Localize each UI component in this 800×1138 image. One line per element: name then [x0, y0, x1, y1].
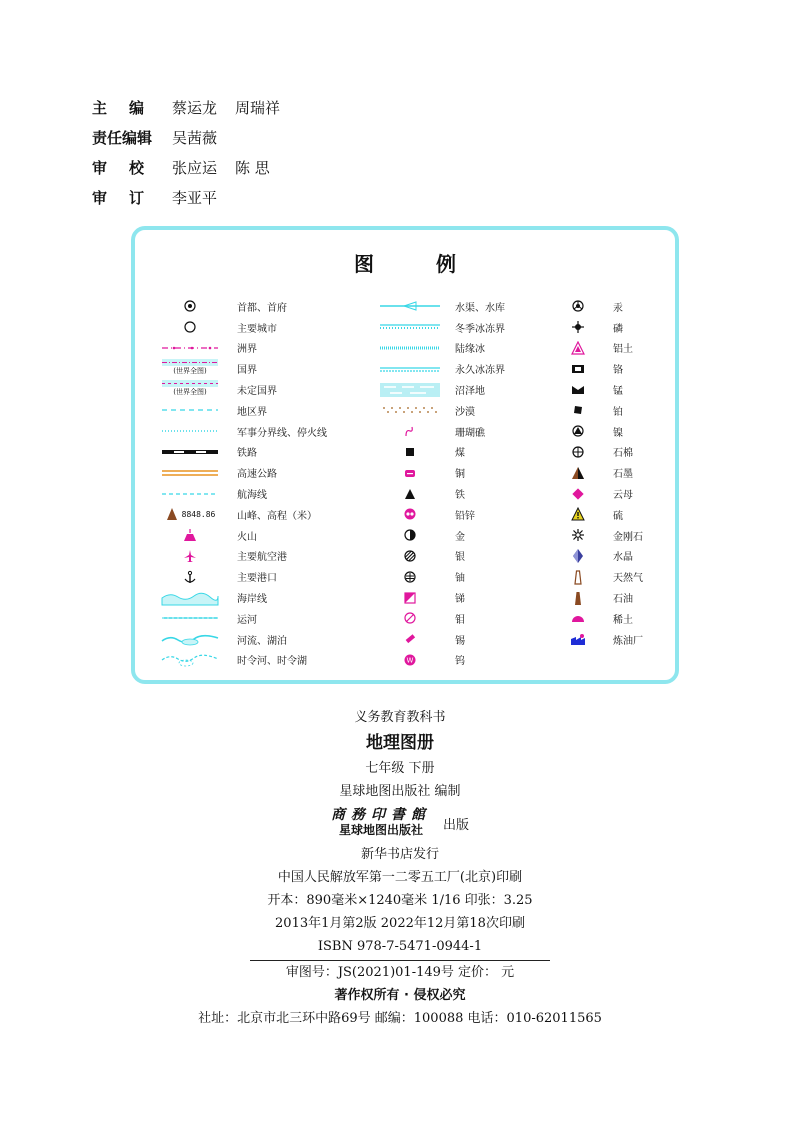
legend-item	[155, 566, 327, 587]
publisher-name: 星球地图出版社	[338, 823, 423, 837]
publish-action: 出版	[442, 817, 469, 833]
expressway-icon	[155, 464, 225, 482]
legend-item	[155, 421, 327, 442]
legend-note: (世界全图)	[173, 387, 207, 396]
uranium-icon	[373, 568, 447, 586]
legend-label: 金刚石	[613, 531, 643, 543]
sulfur-icon	[563, 505, 593, 523]
legend-item	[373, 566, 505, 587]
seasonal-river-icon	[155, 651, 225, 669]
legend-label: 铁	[455, 490, 465, 502]
legend-label: 石墨	[613, 469, 633, 481]
credit-role: 审校	[92, 158, 167, 177]
legend-item	[155, 587, 327, 608]
series-name: 义务教育教科书	[354, 710, 446, 725]
legend-item	[563, 358, 643, 379]
legend-item	[563, 629, 643, 650]
port-icon	[155, 568, 225, 586]
legend-item	[155, 317, 327, 338]
credit-name: 李亚平	[172, 188, 218, 207]
chromium-icon	[563, 360, 593, 378]
legend-item	[155, 338, 327, 359]
airport-icon	[155, 547, 225, 565]
shipping-line-icon	[155, 485, 225, 503]
legend-item	[155, 608, 327, 629]
legend-label: 高速公路	[237, 469, 277, 481]
legend-label: 汞	[613, 302, 623, 314]
legend-label: 钼	[455, 614, 465, 626]
imprint-block	[0, 706, 800, 1030]
legend-item	[155, 442, 327, 463]
legend-item	[373, 483, 505, 504]
legend-label: 首都、首府	[237, 302, 287, 314]
legend-item	[373, 400, 505, 421]
legend-item	[373, 525, 505, 546]
legend-item	[155, 504, 327, 525]
grade-volume: 七年级 下册	[365, 761, 435, 776]
continent-boundary-icon	[155, 339, 225, 357]
oil-icon	[563, 589, 593, 607]
legend-item	[563, 525, 643, 546]
legend-label: 天然气	[613, 573, 643, 585]
legend-label: 铬	[613, 365, 623, 377]
refinery-icon	[563, 630, 593, 648]
credit-row	[92, 152, 280, 182]
review-number: 审图号：JS(2021)01-149号 定价： 元	[285, 965, 515, 980]
legend-label: 主要城市	[237, 323, 277, 335]
legend-item	[563, 400, 643, 421]
platinum-icon	[563, 401, 593, 419]
legend-label: 金	[455, 531, 465, 543]
legend-label: 铂	[613, 406, 623, 418]
natural-gas-icon	[563, 568, 593, 586]
legend-item	[155, 296, 327, 317]
iron-icon	[373, 485, 447, 503]
legend-item	[563, 546, 643, 567]
legend-label: 未定国界	[237, 386, 277, 398]
credit-names	[172, 97, 280, 118]
legend-label: 锑	[455, 594, 465, 606]
legend-item	[373, 504, 505, 525]
diamond-icon	[563, 526, 593, 544]
legend-label: 航海线	[237, 490, 267, 502]
publisher-seal-logo: 商務印書館	[330, 807, 431, 823]
legend-item	[155, 629, 327, 650]
credit-names	[172, 187, 217, 208]
legend-item	[373, 296, 505, 317]
credit-row	[92, 122, 280, 152]
crystal-icon	[563, 547, 593, 565]
peak-icon	[155, 505, 225, 523]
legend-item	[373, 317, 505, 338]
legend-item	[373, 546, 505, 567]
legend-label: 铁路	[237, 448, 257, 460]
legend-label: 河流、湖泊	[237, 635, 287, 647]
lead-zinc-icon	[373, 505, 447, 523]
legend-label: 主要港口	[237, 573, 277, 585]
legend-item	[373, 650, 505, 671]
graphite-icon	[563, 464, 593, 482]
legend-label: 煤	[455, 448, 465, 460]
legend-column-3	[563, 296, 643, 650]
legend-label: 主要航空港	[237, 552, 287, 564]
credit-name: 陈 思	[235, 158, 270, 177]
shelf-ice-icon	[373, 339, 447, 357]
map-legend	[131, 226, 679, 684]
credit-row	[92, 182, 280, 212]
credit-names	[172, 127, 217, 148]
svg-text:W: W	[406, 656, 414, 665]
legend-item	[563, 317, 643, 338]
legend-label: 铅锌	[455, 510, 475, 522]
legend-item	[155, 400, 327, 421]
legend-label: 珊瑚礁	[455, 427, 485, 439]
legend-label: 沼泽地	[455, 386, 485, 398]
railway-icon	[155, 443, 225, 461]
legend-item	[563, 608, 643, 629]
legend-item	[373, 338, 505, 359]
legend-column-2	[373, 296, 505, 670]
legend-item	[155, 546, 327, 567]
winter-ice-icon	[373, 318, 447, 336]
swamp-icon	[373, 381, 447, 399]
legend-item	[155, 379, 327, 400]
isbn: ISBN 978-7-5471-0944-1	[317, 939, 483, 954]
legend-label: 石棉	[613, 448, 633, 460]
legend-item	[563, 483, 643, 504]
credit-name: 张应运	[172, 158, 218, 177]
legend-column-1	[155, 296, 327, 670]
legend-label: 铜	[455, 469, 465, 481]
legend-item	[563, 462, 643, 483]
molybdenum-icon	[373, 609, 447, 627]
legend-label: 炼油厂	[613, 635, 643, 647]
legend-label: 磷	[613, 323, 623, 335]
legend-label: 铝土	[613, 344, 633, 356]
legend-label: 水晶	[613, 552, 633, 564]
legend-item	[155, 483, 327, 504]
legend-item	[563, 587, 643, 608]
credit-row	[92, 92, 280, 122]
manganese-icon	[563, 381, 593, 399]
legend-note: (世界全图)	[173, 366, 207, 375]
legend-label: 火山	[237, 531, 257, 543]
mercury-icon	[563, 297, 593, 315]
antimony-icon	[373, 589, 447, 607]
legend-item	[155, 525, 327, 546]
legend-label: 硫	[613, 510, 623, 522]
legend-label: 稀土	[613, 614, 633, 626]
legend-label: 钨	[455, 656, 465, 668]
publisher-address: 社址：北京市北三环中路69号 邮编：100088 电话：010-62011565	[198, 1011, 602, 1026]
coral-reef-icon	[373, 422, 447, 440]
legend-item	[373, 421, 505, 442]
legend-item	[155, 650, 327, 671]
legend-label: 铀	[455, 573, 465, 585]
capital-icon	[155, 297, 225, 315]
bauxite-icon	[563, 339, 593, 357]
copper-icon	[373, 464, 447, 482]
legend-item	[155, 358, 327, 379]
legend-label: 沙漠	[455, 406, 475, 418]
legend-label: 海岸线	[237, 594, 267, 606]
coal-icon	[373, 443, 447, 461]
legend-item	[563, 421, 643, 442]
legend-label: 地区界	[237, 406, 267, 418]
legend-item	[373, 358, 505, 379]
legend-item	[155, 462, 327, 483]
legend-item	[563, 296, 643, 317]
legend-item	[563, 566, 643, 587]
credit-name: 蔡运龙	[172, 98, 218, 117]
legend-label: 洲界	[237, 344, 257, 356]
phosphorus-icon	[563, 318, 593, 336]
credit-name: 周瑞祥	[235, 98, 281, 117]
credit-name: 吴茜薇	[172, 128, 218, 147]
rare-earth-icon	[563, 609, 593, 627]
asbestos-icon	[563, 443, 593, 461]
legend-label: 运河	[237, 614, 257, 626]
region-boundary-icon	[155, 401, 225, 419]
volcano-icon	[155, 526, 225, 544]
legend-item	[373, 587, 505, 608]
publisher-block	[0, 803, 800, 843]
legend-item	[373, 629, 505, 650]
credits-block	[92, 92, 280, 212]
credit-names	[172, 157, 270, 178]
city-icon	[155, 318, 225, 336]
legend-item	[373, 442, 505, 463]
legend-item	[563, 504, 643, 525]
tin-icon	[373, 630, 447, 648]
copyright-notice: 著作权所有 · 侵权必究	[334, 988, 466, 1003]
national-boundary-icon	[155, 360, 225, 378]
legend-label: 云母	[613, 490, 633, 502]
gold-icon	[373, 526, 447, 544]
credit-role: 主编	[92, 98, 167, 117]
river-lake-icon	[155, 630, 225, 648]
distributor: 新华书店发行	[360, 847, 439, 862]
legend-label: 冬季冰冻界	[455, 323, 505, 335]
legend-label: 锡	[455, 635, 465, 647]
legend-item	[563, 442, 643, 463]
legend-item	[563, 379, 643, 400]
mica-icon	[563, 485, 593, 503]
printer: 中国人民解放军第一二零五工厂(北京)印刷	[277, 870, 523, 885]
desert-icon	[373, 401, 447, 419]
canal-reservoir-icon	[373, 297, 447, 315]
legend-label: 国界	[237, 365, 257, 377]
legend-label: 镍	[613, 427, 623, 439]
book-format: 开本：890毫米×1240毫米 1/16 印张：3.25	[267, 893, 533, 908]
edition-info: 2013年1月第2版 2022年12月第18次印刷	[275, 916, 525, 931]
legend-item	[373, 379, 505, 400]
military-line-icon	[155, 422, 225, 440]
compiler: 星球地图出版社 编制	[339, 784, 461, 799]
legend-label: 军事分界线、停火线	[237, 427, 327, 439]
tungsten-icon	[373, 651, 447, 669]
silver-icon	[373, 547, 447, 565]
coastline-icon	[155, 589, 225, 607]
legend-item	[373, 608, 505, 629]
legend-label: 银	[455, 552, 465, 564]
legend-label: 陆缘冰	[455, 344, 485, 356]
credit-role: 责任编辑	[92, 128, 153, 147]
legend-label: 永久冰冻界	[455, 365, 505, 377]
legend-label: 锰	[613, 386, 623, 398]
credit-role: 审订	[92, 188, 167, 207]
legend-item	[563, 338, 643, 359]
legend-note: 8848.86	[181, 509, 216, 519]
permanent-ice-icon	[373, 360, 447, 378]
legend-label: 石油	[613, 594, 633, 606]
legend-label: 水渠、水库	[455, 302, 505, 314]
book-title: 地理图册	[366, 733, 434, 753]
canal-icon	[155, 609, 225, 627]
legend-label: 时令河、时令湖	[237, 656, 307, 668]
nickel-icon	[563, 422, 593, 440]
undefined-boundary-icon	[155, 381, 225, 399]
legend-title: 图例	[354, 252, 518, 276]
legend-item	[373, 462, 505, 483]
legend-label: 山峰、高程（米）	[237, 510, 317, 522]
